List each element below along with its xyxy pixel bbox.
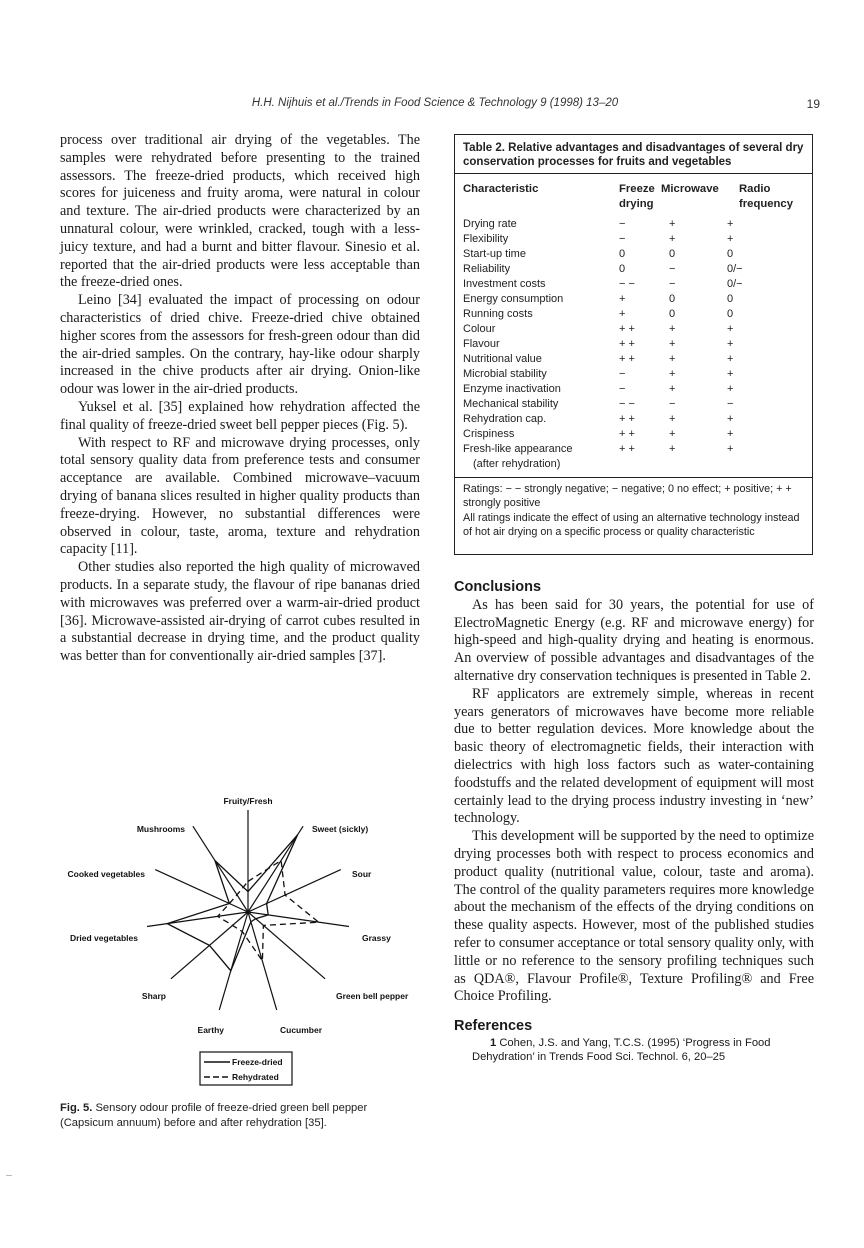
reference-number: 1 <box>490 1036 497 1049</box>
cell-microwave: + <box>669 338 676 350</box>
page-header <box>0 97 864 115</box>
chart-labels <box>68 796 409 1035</box>
axis-label-earthy: Earthy <box>197 1025 224 1035</box>
cell-microwave: + <box>669 218 676 230</box>
cell-radio-frequency: + <box>727 383 734 395</box>
table-row <box>455 397 812 412</box>
radar-chart <box>60 790 420 1090</box>
cell-characteristic: Running costs <box>463 308 533 320</box>
cell-radio-frequency: 0 <box>727 308 734 320</box>
table-row <box>455 337 812 352</box>
radar-axes <box>147 810 349 1010</box>
cell-radio-frequency: − <box>727 398 734 410</box>
cell-freeze-drying: + + <box>619 413 635 425</box>
cell-freeze-drying: − <box>619 233 626 245</box>
cell-freeze-drying: + + <box>619 353 635 365</box>
cell-microwave: + <box>669 428 676 440</box>
cell-radio-frequency: + <box>727 368 734 380</box>
axis-label-mushrooms: Mushrooms <box>136 824 185 834</box>
cell-microwave: + <box>669 383 676 395</box>
cell-radio-frequency: 0/− <box>727 278 743 290</box>
axis-label-sour: Sour <box>352 869 372 879</box>
axis-label-green-bell-pepper: Green bell pepper <box>336 991 409 1001</box>
cell-characteristic: Nutritional value <box>463 353 542 365</box>
axis-label-sharp: Sharp <box>141 991 166 1001</box>
table-row <box>455 232 812 247</box>
table-row <box>455 427 812 442</box>
cell-freeze-drying: 0 <box>619 263 626 275</box>
cell-microwave: + <box>669 443 676 455</box>
table-row <box>455 217 812 232</box>
cell-freeze-drying: + <box>619 308 626 320</box>
table-note-ratings: Ratings: − − strongly negative; − negative; 0 no effect; + positive; + + strongly positive <box>463 483 792 509</box>
body-paragraph: Other studies also reported the high quality of microwaved products. In a separate study, the flavour of ripe bananas dried with microwaves was preferred over a warm-air-dried product [36]. Microwave-assisted air-drying of carrot cubes resulted in a substantial decrease in drying time, and the product quality was better than for conventionally air-dried samples [37]. <box>60 559 420 665</box>
table-note-effect: All ratings indicate the effect of using an alternative technology instead of hot air drying on a specific process or quality characteristic <box>463 512 800 538</box>
radar-series <box>167 835 319 971</box>
cell-characteristic: Colour <box>463 323 496 335</box>
figure-caption-text: Sensory odour profile of freeze-dried green bell pepper (Capsicum annuum) before and after rehydration [35]. <box>60 1102 368 1129</box>
cell-characteristic: Fresh-like appearance <box>463 443 573 455</box>
cell-microwave: − <box>669 398 676 410</box>
cell-radio-frequency: + <box>727 233 734 245</box>
header-radio-line2: frequency <box>739 197 793 210</box>
cell-radio-frequency: + <box>727 428 734 440</box>
table-row <box>455 307 812 322</box>
running-title: H.H. Nijhuis et al./Trends in Food Science & Technology 9 (1998) 13–20 <box>251 97 619 109</box>
table-row <box>455 382 812 397</box>
cell-characteristic: Crispiness <box>463 428 515 440</box>
cell-freeze-drying: + <box>619 293 626 305</box>
header-freeze-line1: Freeze <box>619 183 655 195</box>
cell-characteristic: Microbial stability <box>463 368 547 380</box>
table-row <box>455 292 812 307</box>
header-freeze-line2: drying <box>619 197 654 210</box>
cell-microwave: + <box>669 368 676 380</box>
row-continuation: (after rehydration) <box>473 458 561 470</box>
references-heading: References <box>454 1018 533 1035</box>
table-row <box>455 442 812 457</box>
cell-microwave: + <box>669 233 676 245</box>
cell-radio-frequency: + <box>727 353 734 365</box>
right-column <box>454 579 814 1065</box>
cell-characteristic: Flexibility <box>463 233 509 245</box>
cell-freeze-drying: 0 <box>619 248 626 260</box>
margin-mark <box>6 1175 12 1176</box>
table-2 <box>454 134 813 555</box>
body-paragraph: process over traditional air drying of the vegetables. The samples were rehydrated before presenting to the trained assessors. The freeze-dried products, which received high scores for juiceness and fruity aroma, were natural in colour and texture. The air-dried products were characterized by an unnatural colour, were wrinkled, cracked, tough with a less-juicy texture, and had a burnt and bitter flavour. Sinesio et al. reported that the air-dried products were less acceptable than the freeze-dried ones. <box>60 132 420 291</box>
cell-characteristic: Enzyme inactivation <box>463 383 561 395</box>
radar-series-freeze-dried <box>167 835 297 971</box>
cell-radio-frequency: + <box>727 218 734 230</box>
cell-microwave: + <box>669 353 676 365</box>
cell-microwave: + <box>669 413 676 425</box>
reference-text: Cohen, J.S. and Yang, T.C.S. (1995) ‘Progress in Food Dehydration’ in Trends Food Sci. Technol. 6, 20–25 <box>472 1036 771 1064</box>
cell-freeze-drying: − − <box>619 278 635 290</box>
cell-characteristic: Drying rate <box>463 218 517 230</box>
table-title: Table 2. Relative advantages and disadvantages of several dry conservation processes for fruits and vegetables <box>463 142 804 168</box>
chart-legend <box>200 1052 292 1085</box>
left-column <box>60 132 420 666</box>
cell-freeze-drying: + + <box>619 323 635 335</box>
radar-axis-line <box>248 912 277 1010</box>
header-radio-line1: Radio <box>739 183 771 195</box>
cell-microwave: + <box>669 323 676 335</box>
cell-freeze-drying: − − <box>619 398 635 410</box>
cell-characteristic: Start-up time <box>463 248 526 260</box>
cell-characteristic: Energy consumption <box>463 293 564 305</box>
cell-freeze-drying: + + <box>619 338 635 350</box>
cell-radio-frequency: 0/− <box>727 263 743 275</box>
table-rule <box>455 173 812 174</box>
axis-label-dried-vegetables: Dried vegetables <box>69 933 138 943</box>
body-paragraph: RF applicators are extremely simple, whereas in recent years generators of microwaves have become more reliable due to better regulation devices. More knowledge about the basic theory of electromagnetic fields, their interaction with dielectrics with high loss factors such as water-containing foodstuffs and the related development of equipment will most certainly lead to the drying process industry investing in ‘new’ technology. <box>454 685 814 827</box>
cell-radio-frequency: 0 <box>727 248 734 260</box>
table-row <box>455 277 812 292</box>
cell-microwave: − <box>669 278 676 290</box>
axis-label-fruity: Fruity/Fresh <box>223 796 273 806</box>
cell-freeze-drying: − <box>619 383 626 395</box>
cell-radio-frequency: + <box>727 413 734 425</box>
body-paragraph: Leino [34] evaluated the impact of processing on odour characteristics of dried chive. Freeze-dried chive obtained higher scores from the assessors for fresh-green odour than did the air-dried samples. On the contrary, hay-like odour sharply increased in the chive products after air drying. Onion-like odour was lower in the air-dried products. <box>60 292 420 398</box>
page-number: 19 <box>806 97 820 111</box>
cell-microwave: 0 <box>669 293 676 305</box>
radar-axis-line <box>248 912 349 927</box>
cell-radio-frequency: + <box>727 443 734 455</box>
figure-caption <box>60 1101 420 1130</box>
legend-label-rehydrated: Rehydrated <box>232 1072 279 1082</box>
body-paragraph: As has been said for 30 years, the potential for use of ElectroMagnetic Energy (e.g. RF and microwave energy) for high-speed and high-quality drying and heating is enormous. An overview of possible advantages and disadvantages of the alternative dry conservation techniques is presented in Table 2. <box>454 596 814 684</box>
conclusions-heading: Conclusions <box>454 579 542 595</box>
cell-microwave: 0 <box>669 308 676 320</box>
table-rule <box>455 477 812 478</box>
cell-radio-frequency: 0 <box>727 293 734 305</box>
axis-label-cooked-vegetables: Cooked vegetables <box>67 869 145 879</box>
header-freeze-drying <box>619 182 655 211</box>
table-row <box>455 247 812 262</box>
axis-label-sweet: Sweet (sickly) <box>312 824 369 834</box>
axis-label-grassy: Grassy <box>362 933 391 943</box>
header-microwave: Microwave <box>661 183 719 195</box>
cell-freeze-drying: − <box>619 218 626 230</box>
cell-characteristic: Investment costs <box>463 278 546 290</box>
cell-characteristic: Flavour <box>463 338 500 350</box>
cell-freeze-drying: + + <box>619 428 635 440</box>
table-row <box>455 322 812 337</box>
body-paragraph: Yuksel et al. [35] explained how rehydration affected the final quality of freeze-dried sweet bell pepper pieces (Fig. 5). <box>60 398 420 433</box>
cell-radio-frequency: + <box>727 338 734 350</box>
body-paragraph: This development will be supported by the need to optimize drying processes both with respect to process economics and product quality (nutritional value, colour, taste and aroma). The control of the quality parameters requires more knowledge about the mechanism of the effects of the drying conditions on these quality aspects. However, most of the published studies refer to consumer acceptance or total sensory quality only, with little or no reference to the sensory profiling techniques such as QDA®, Flavour Profile®, Texture Profiling® and Free Choice Profiling. <box>454 828 814 1005</box>
table-row <box>455 412 812 427</box>
header-characteristic: Characteristic <box>463 183 539 195</box>
table-row <box>455 262 812 277</box>
body-paragraph: With respect to RF and microwave drying processes, only total sensory quality data from preference tests and consumer acceptance are available. Combined microwave–vacuum drying of banana slices resulted in higher quality products than freeze-drying. However, no substantial differences were observed in colour, taste, aroma, texture and rehydration capacity [11]. <box>60 434 420 558</box>
figure-5 <box>60 790 420 1090</box>
header-radio-frequency <box>739 182 793 211</box>
cell-microwave: 0 <box>669 248 676 260</box>
cell-characteristic: Rehydration cap. <box>463 413 547 425</box>
cell-characteristic: Reliability <box>463 263 511 275</box>
figure-caption-label: Fig. 5. <box>60 1102 93 1114</box>
reference-item <box>454 1036 814 1065</box>
cell-radio-frequency: + <box>727 323 734 335</box>
cell-characteristic: Mechanical stability <box>463 398 559 410</box>
cell-freeze-drying: + + <box>619 443 635 455</box>
table-row <box>455 367 812 382</box>
cell-microwave: − <box>669 263 676 275</box>
table-row <box>455 352 812 367</box>
legend-label-freeze-dried: Freeze-dried <box>232 1057 283 1067</box>
axis-label-cucumber: Cucumber <box>280 1025 323 1035</box>
cell-freeze-drying: − <box>619 368 626 380</box>
